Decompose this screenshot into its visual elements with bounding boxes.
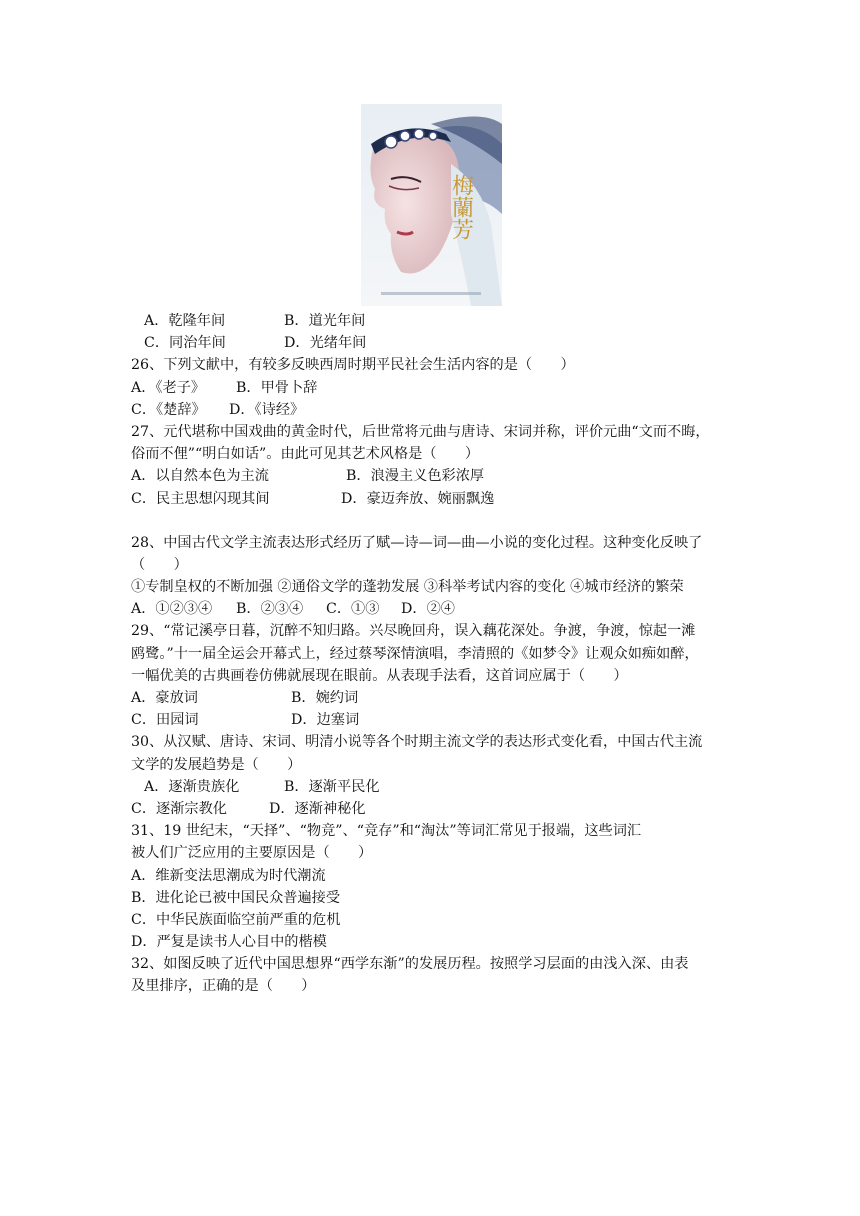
- poster-calligraphy-title: 梅蘭芳: [448, 174, 474, 240]
- option-b: B．浪漫主义色彩浓厚: [346, 468, 485, 485]
- option-c: C．民主思想闪现其间: [131, 490, 270, 507]
- option-b: B．②③④: [236, 601, 304, 618]
- option-c: C．《楚辞》: [131, 401, 206, 418]
- option-a: A．以自然本色为主流: [131, 468, 269, 485]
- q26-options-row-2: [131, 399, 731, 421]
- q31-option-b: B．进化论已被中国民众普遍接受: [131, 889, 341, 906]
- q31-option-a: A．维新变法思潮成为时代潮流: [131, 867, 326, 884]
- option-b: B．甲骨卜辞: [236, 379, 318, 396]
- option-d: D．《诗经》: [229, 401, 305, 418]
- q31-stem-line-2: 被人们广泛应用的主要原因是（ ）: [131, 845, 373, 862]
- q29-stem-line-1: 29、“常记溪亭日暮，沉醉不知归路。兴尽晚回舟，误入藕花深处。争渡，争渡，惊起一滩: [131, 623, 696, 640]
- option-b: B．道光年间: [284, 313, 366, 329]
- option-c: C．同治年间: [144, 335, 226, 352]
- q30-stem-line-2: 文学的发展趋势是（ ）: [131, 756, 302, 773]
- option-d: D．②④: [401, 601, 455, 618]
- q28-stem-line-2: （ ）: [131, 556, 188, 573]
- q27-options-row-1: [131, 465, 731, 487]
- option-d: D．豪迈奔放、婉丽飘逸: [341, 490, 495, 507]
- q25-options-row-2: [131, 332, 731, 354]
- q31-option-d: D．严复是读书人心目中的楷模: [131, 934, 327, 951]
- q28-stem-line-1: 28、中国古代文学主流表达形式经历了赋—诗—词—曲—小说的变化过程。这种变化反映了: [131, 534, 703, 551]
- q26-stem: 26、下列文献中，有较多反映西周时期平民社会生活内容的是（ ）: [131, 357, 575, 374]
- q31-option-c: C．中华民族面临空前严重的危机: [131, 911, 341, 928]
- q32-stem-line-1: 32、如图反映了近代中国思想界“西学东渐”的发展历程。按照学习层面的由浅入深、由表: [131, 956, 689, 973]
- option-c: C．①③: [326, 601, 380, 618]
- q29-stem-line-3: 一幅优美的古典画卷仿佛就展现在眼前。从表现手法看，这首词应属于（ ）: [131, 667, 628, 684]
- option-a: A．逐渐贵族化: [144, 778, 240, 795]
- q27-stem-line-2: 俗而不俚”“明白如话”。由此可见其艺术风格是（ ）: [131, 446, 480, 463]
- q27-options-row-2: [131, 488, 731, 510]
- q26-options-row-1: [131, 377, 731, 399]
- option-a: A．豪放词: [131, 690, 198, 706]
- option-c: C．逐渐宗教化: [131, 800, 227, 817]
- option-d: D．逐渐神秘化: [269, 800, 366, 817]
- q25-options-row-1: [131, 310, 731, 332]
- option-a: A．①②③④: [131, 601, 213, 618]
- q28-options-row: [131, 598, 731, 620]
- q30-stem-line-1: 30、从汉赋、唐诗、宋词、明清小说等各个时期主流文学的表达形式变化看，中国古代主流: [131, 734, 703, 751]
- q30-options-row-2: [131, 798, 731, 820]
- q30-options-row-1: [131, 776, 731, 798]
- q29-stem-line-2: 鸥鹭。”十一届全运会开幕式上，经过蔡琴深情演唱，李清照的《如梦令》让观众如痴如醉，: [131, 645, 699, 662]
- option-b: B．婉约词: [291, 690, 359, 706]
- q28-items: ①专制皇权的不断加强 ②通俗文学的蓬勃发展 ③科举考试内容的变化 ④城市经济的繁荣: [131, 579, 684, 596]
- option-a: A．《老子》: [131, 379, 206, 396]
- meilanfang-poster-image: [361, 104, 502, 306]
- q29-options-row-1: [131, 687, 731, 709]
- option-a: A．乾隆年间: [144, 313, 226, 329]
- q27-stem-line-1: 27、元代堪称中国戏曲的黄金时代，后世常将元曲与唐诗、宋词并称，评价元曲“文而不晦，: [131, 423, 710, 440]
- option-b: B．逐渐平民化: [284, 778, 380, 795]
- poster-illustration: [361, 104, 502, 306]
- exam-page-content: [131, 310, 731, 998]
- q32-stem-line-2: 及里排序，正确的是（ ）: [131, 978, 316, 995]
- option-d: D．边塞词: [291, 712, 360, 729]
- option-c: C．田园词: [131, 712, 199, 729]
- q29-options-row-2: [131, 709, 731, 731]
- q31-stem-line-1: 31、19 世纪末，“天择”、“物竞”、“竞存”和“淘汰”等词汇常见于报端，这些词汇: [131, 823, 642, 840]
- option-d: D．光绪年间: [284, 335, 367, 352]
